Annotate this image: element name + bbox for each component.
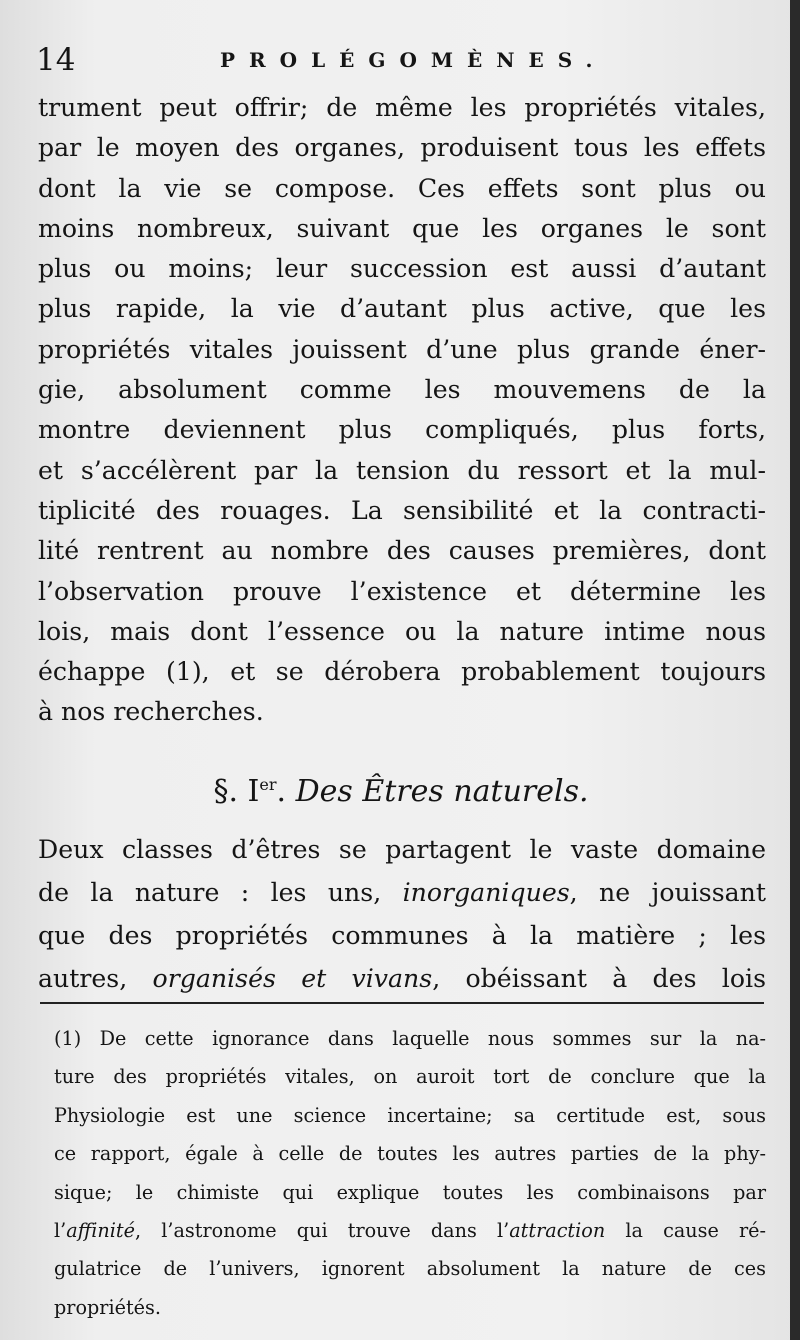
footnote-line: Physiologie est une science incertaine; sa certitude est, sous	[54, 1103, 766, 1127]
page-number: 14	[36, 42, 76, 78]
text-line: tiplicité des rouages. La sensibilité et la contracti-	[38, 495, 766, 525]
text-run: la cause ré-	[605, 1219, 767, 1243]
text-line	[38, 871, 766, 914]
footnote-line	[54, 1212, 766, 1250]
italic-term: affinité	[66, 1219, 135, 1243]
footnote-rule	[40, 1002, 764, 1004]
footnote-line: gulatrice de l’univers, ignorent absolument la nature de ces	[54, 1257, 766, 1281]
text-run: de la nature : les uns,	[38, 878, 403, 907]
text-line: propriétés vitales jouissent d’une plus grande éner-	[38, 334, 766, 364]
second-paragraph	[38, 828, 766, 1000]
footnote-line: propriétés.	[54, 1295, 161, 1319]
footnote-line: ture des propriétés vitales, on auroit tort de conclure que la	[54, 1065, 766, 1089]
text-run: autres,	[38, 964, 153, 993]
text-line: Deux classes d’êtres se partagent le vaste domaine	[38, 835, 766, 864]
text-line: montre deviennent plus compliqués, plus forts,	[38, 415, 766, 445]
footnote-line: ce rapport, égale à celle de toutes les autres parties de la phy-	[54, 1142, 766, 1166]
text-line: l’observation prouve l’existence et détermine les	[38, 576, 766, 606]
text-line: gie, absolument comme les mouvemens de la	[38, 375, 766, 405]
text-line: trument peut offrir; de même les propriétés vitales,	[38, 93, 766, 122]
text-line: à nos recherches.	[38, 697, 264, 727]
italic-term: attraction	[509, 1219, 606, 1243]
main-paragraph	[38, 88, 766, 733]
text-line: par le moyen des organes, produisent tous les effets	[38, 133, 766, 163]
text-line: dont la vie se compose. Ces effets sont plus ou	[38, 173, 766, 203]
text-line: moins nombreux, suivant que les organes le sont	[38, 213, 766, 243]
footnote	[54, 1020, 766, 1327]
text-line	[38, 957, 766, 1000]
footnote-line: sique; le chimiste qui explique toutes les combinaisons par	[54, 1180, 766, 1204]
text-run: , l’astronome qui trouve dans l’	[134, 1219, 510, 1243]
text-line: plus ou moins; leur succession est aussi d’autant	[38, 254, 766, 284]
text-line: et s’accélèrent par la tension du ressort et la mul-	[38, 455, 766, 485]
text-line: plus rapide, la vie d’autant plus active, que les	[38, 294, 766, 324]
section-number-superscript: er	[259, 775, 277, 794]
text-run: , ne jouissant	[569, 878, 766, 907]
section-separator: .	[276, 774, 296, 809]
section-heading	[36, 762, 766, 815]
text-line: lois, mais dont l’essence ou la nature intime nous	[38, 616, 766, 646]
text-line: échappe (1), et se dérobera probablement toujours	[38, 657, 766, 687]
section-title: Des Êtres naturels.	[295, 774, 589, 809]
section-number: §. I	[213, 774, 260, 809]
text-line: que des propriétés communes à la matière ; les	[38, 921, 766, 950]
page-header	[36, 40, 764, 80]
text-line: lité rentrent au nombre des causes premières, dont	[38, 536, 766, 566]
text-run: , obéissant à des lois	[432, 964, 766, 993]
footnote-line: (1) De cette ignorance dans laquelle nous sommes sur la na-	[54, 1027, 766, 1050]
text-run: l’	[54, 1219, 67, 1243]
italic-term: organisés et vivans	[152, 964, 433, 993]
italic-term: inorganiques	[402, 878, 570, 907]
running-head: PROLÉGOMÈNES.	[220, 48, 607, 72]
